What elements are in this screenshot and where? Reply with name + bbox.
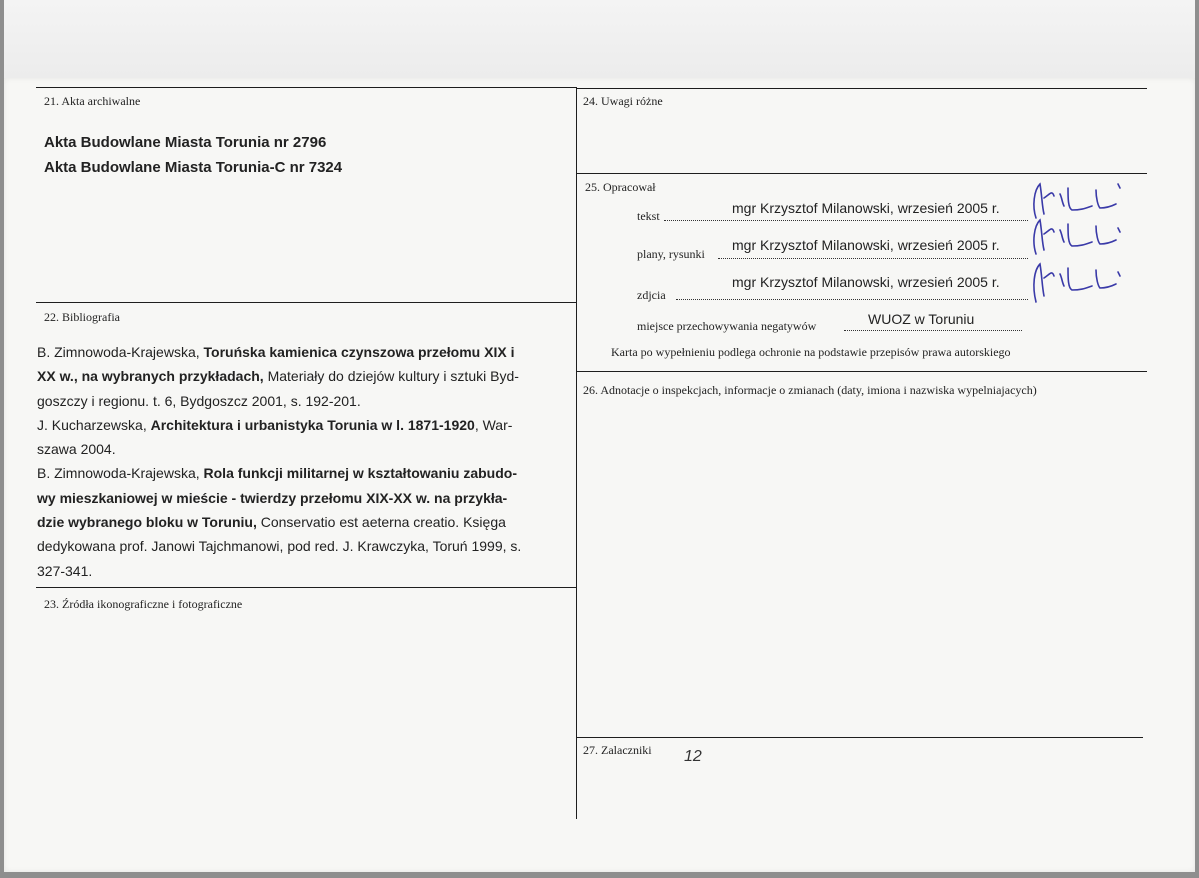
bibliography-line [37,413,577,437]
section-25-label: 25. Opracował [585,180,656,194]
bibliography-line [37,461,577,485]
rule-top-right [577,88,1147,89]
bibliography-text: B. Zimnowoda-Krajewska, [37,344,204,360]
section-22-label: 22. Bibliografia [44,310,120,324]
negatywy-value: WUOZ w Toruniu [868,311,975,327]
bibliography-text: B. Zimnowoda-Krajewska, [37,465,204,482]
negatywy-dotted-line [844,330,1022,331]
archive-entry-2: Akta Budowlane Miasta Torunia-C nr 7324 [44,159,343,176]
bibliography-line [37,534,577,558]
bibliography-title-text: Toruńska kamienica czynszowa przełomu XIX i [203,344,515,360]
rule-23-top [36,587,577,588]
bibliography-text: dedykowana prof. Janowi Tajchmanowi, pod red. J. Krawczyka, Toruń 1999, s. [37,538,522,555]
rule-22-top [36,302,577,303]
zdjecia-label: zdjcia [637,288,666,302]
section-23-label: 23. Źródła ikonograficzne i fotograficzne [44,597,243,611]
bibliography-title-text: dzie wybranego bloku w Toruniu, [37,514,257,531]
rule-25-top [577,173,1147,174]
folded-sheet-edge [4,0,1195,79]
bibliography-line [37,510,577,534]
bibliography-line [37,559,577,583]
bibliography-line [37,340,577,364]
plany-dotted-line [718,258,1028,259]
tekst-value: mgr Krzysztof Milanowski, wrzesień 2005 r. [732,200,1000,216]
bibliography-text: J. Kucharzewska, [37,416,151,433]
plany-label: plany, rysunki [637,247,705,261]
rule-26-top [577,371,1147,372]
bibliography-text: 327-341. [37,562,93,579]
bibliography-line [37,486,577,510]
rule-top-left [36,87,577,88]
zdjecia-dotted-line [676,299,1028,300]
bibliography-text: Conservatio est aeterna creatio. Księga [256,514,506,531]
bibliography-text: , War- [474,416,513,433]
bibliography-text: szawa 2004. [37,441,116,458]
attachments-count: 12 [684,748,702,765]
bibliography-line [37,364,577,388]
section-21-label: 21. Akta archiwalne [44,94,141,108]
copyright-note: Karta po wypełnieniu podlega ochronie na podstawie przepisów prawa autorskiego [611,345,1011,359]
tekst-label: tekst [637,209,660,223]
bibliography-title-text: Rola funkcji militarnej w kształtowaniu zabudo- [203,465,517,482]
plany-value: mgr Krzysztof Milanowski, wrzesień 2005 r. [732,237,1000,253]
bibliography-list [37,340,577,583]
bibliography-text: goszczy i regionu. t. 6, Bydgoszcz 2001, s. 192-201. [37,392,361,409]
zdjecia-value: mgr Krzysztof Milanowski, wrzesień 2005 r. [732,274,1000,290]
tekst-dotted-line [664,220,1028,221]
archive-entry-1: Akta Budowlane Miasta Torunia nr 2796 [44,134,327,151]
negatywy-label: miejsce przechowywania negatywów [637,319,817,333]
bibliography-title-text: Architektura i urbanistyka Torunia w l. 1871-1920 [150,416,475,433]
signature-plany [1028,214,1128,260]
bibliography-line [37,389,577,413]
section-26-label: 26. Adnotacje o inspekcjach, informacje o zmianach (daty, imiona i nazwiska wypelniajacych) [583,383,1037,397]
bibliography-line [37,437,577,461]
section-27-label: 27. Zalaczniki [583,743,652,757]
bibliography-text: Materiały do dziejów kultury i sztuki Byd- [263,368,519,385]
bibliography-title-text: XX w., na wybranych przykładach, [37,368,264,385]
bibliography-title-text: wy mieszkaniowej w mieście - twierdzy przełomu XIX-XX w. na przykła- [37,489,508,506]
section-24-label: 24. Uwagi różne [583,94,663,108]
rule-27-top [577,737,1143,738]
signature-zdjecia [1028,256,1128,306]
